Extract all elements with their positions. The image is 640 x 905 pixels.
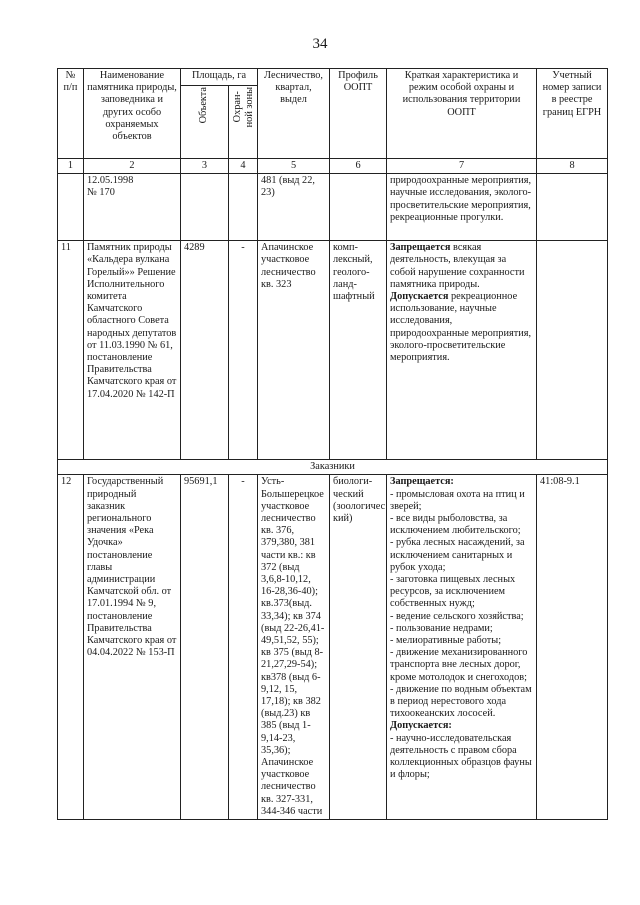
col-number: 2 (84, 159, 181, 174)
header-regime: Краткая характеристика и режим особой охраны и использования территории ООПТ (387, 69, 537, 159)
row12-profile: биологи- ческий (зоологичес кий) (330, 475, 387, 820)
header-no: № п/п (58, 69, 84, 159)
row12-egrn: 41:08-9.1 (537, 475, 608, 820)
header-profile: Профиль ООПТ (330, 69, 387, 159)
register-table (57, 68, 608, 820)
row12-regime (387, 475, 537, 820)
table-row-continued (58, 174, 608, 241)
row11-profile: комп- лексный, геолого- ланд- шафтный (330, 241, 387, 460)
row11-area-object: 4289 (181, 241, 229, 460)
cont-regime: природоохранные мероприятия, научные исследования, эколого-просветительские мероприятия, рекреационные прогулки. (387, 174, 537, 241)
cont-name: 12.05.1998 № 170 (84, 174, 181, 241)
row12-prohibited-item: - все виды рыболовства, за исключением любительского; (390, 513, 521, 537)
row11-name: Памятник природы «Кальдера вулкана Горелый»» Решение Исполнительного комитета Камчатского областного Совета народных депутатов от 11.03.1990 № 61, постановление Правительства Камчатского края от 17.04.2020 № 142-П (84, 241, 181, 460)
row12-prohibited-label: Запрещается: (390, 476, 454, 488)
row11-regime (387, 241, 537, 460)
header-forestry: Лесничество, квартал, выдел (258, 69, 330, 159)
row11-prohibited-label: Запрещается (390, 242, 451, 254)
row11-allowed-text: рекреационное использование, научные исследования, природоохранные мероприятия, эколого-просветительские мероприятия. (390, 291, 532, 364)
header-egrn: Учетный номер записи в реестре границ ЕГРН (537, 69, 608, 159)
row12-no: 12 (58, 475, 84, 820)
page-number: 34 (312, 36, 328, 52)
row12-prohibited-item: - рубка лесных насаждений, за исключением санитарных и рубок ухода; (390, 537, 525, 573)
column-number-row (58, 159, 608, 174)
header-row (58, 69, 608, 86)
row12-prohibited-item: - мелиоративные работы; (390, 635, 502, 647)
row11-area-zone: - (229, 241, 258, 460)
col-number: 6 (330, 159, 387, 174)
row12-prohibited-item: - пользование недрами; (390, 622, 493, 634)
col-number: 3 (181, 159, 229, 174)
cont-forestry: 481 (выд 22, 23) (258, 174, 330, 241)
row12-prohibited-item: - промысловая охота на птиц и зверей; (390, 488, 525, 512)
row12-allowed-label: Допускается: (390, 720, 452, 732)
row11-forestry: Апачинское участковое лесничество кв. 323 (258, 241, 330, 460)
section-row (58, 460, 608, 475)
row11-allowed-label: Допускается (390, 291, 449, 303)
col-number: 7 (387, 159, 537, 174)
row12-allowed-item: - научно-исследовательская деятельность с правом сбора коллекционных образцов фауны и флоры; (390, 732, 532, 781)
table-row-11 (58, 241, 608, 460)
header-area-zone: Охран- ной зоны (232, 87, 256, 128)
table-row-12 (58, 475, 608, 820)
row12-area-object: 95691,1 (181, 475, 229, 820)
row12-name: Государственный природный заказник регионального значения «Река Удочка» постановление главы администрации Камчатской обл. от 17.01.1994 № 9, постановление Правительства Камчатского края от 04.04.2022 № 153-П (84, 475, 181, 820)
col-number: 5 (258, 159, 330, 174)
row11-no: 11 (58, 241, 84, 460)
header-area-object-cell (181, 86, 229, 159)
header-area-object: Объекта (198, 87, 210, 124)
section-title: Заказники (58, 460, 608, 475)
header-name: Наименование памятника природы, заповедника и других особо охраняемых объектов (84, 69, 181, 159)
row12-prohibited-item: - движение по водным объектам в период нерестового хода тихоокеанских лососей. (390, 683, 532, 720)
row11-prohibited-text: всякая деятельность, влекущая за собой нарушение сохранности памятника природы. (390, 242, 525, 290)
col-number: 8 (537, 159, 608, 174)
row12-prohibited-item: - ведение сельского хозяйства; (390, 610, 524, 622)
row12-area-zone: - (229, 475, 258, 820)
header-area: Площадь, га (181, 69, 258, 86)
col-number: 4 (229, 159, 258, 174)
row12-prohibited-item: - заготовка пищевых лесных ресурсов, за исключением собственных нужд; (390, 574, 516, 610)
row12-forestry: Усть-Большерецкое участковое лесничество кв. 376, 379,380, 381 части кв.: кв 372 (выд 3,6,8-10,12, 16-28,36-40); кв.373(выд. 33,34); кв 374 (выд 22-26,41-49,51,52, 55); кв 375 (выд 8-21,27,29-54); кв378 (выд 6-9,12, 15, 17,18); кв 382 (выд.23) кв 385 (выд 1-9,14-23, 35,36); Апачинское участковое лесничество кв. 327-331, 344-346 части (258, 475, 330, 820)
col-number: 1 (58, 159, 84, 174)
row12-prohibited-item: - движение механизированного транспорта вне лесных дорог, кроме мотолодок и снегоходов; (390, 647, 528, 683)
header-area-zone-cell (229, 86, 258, 159)
